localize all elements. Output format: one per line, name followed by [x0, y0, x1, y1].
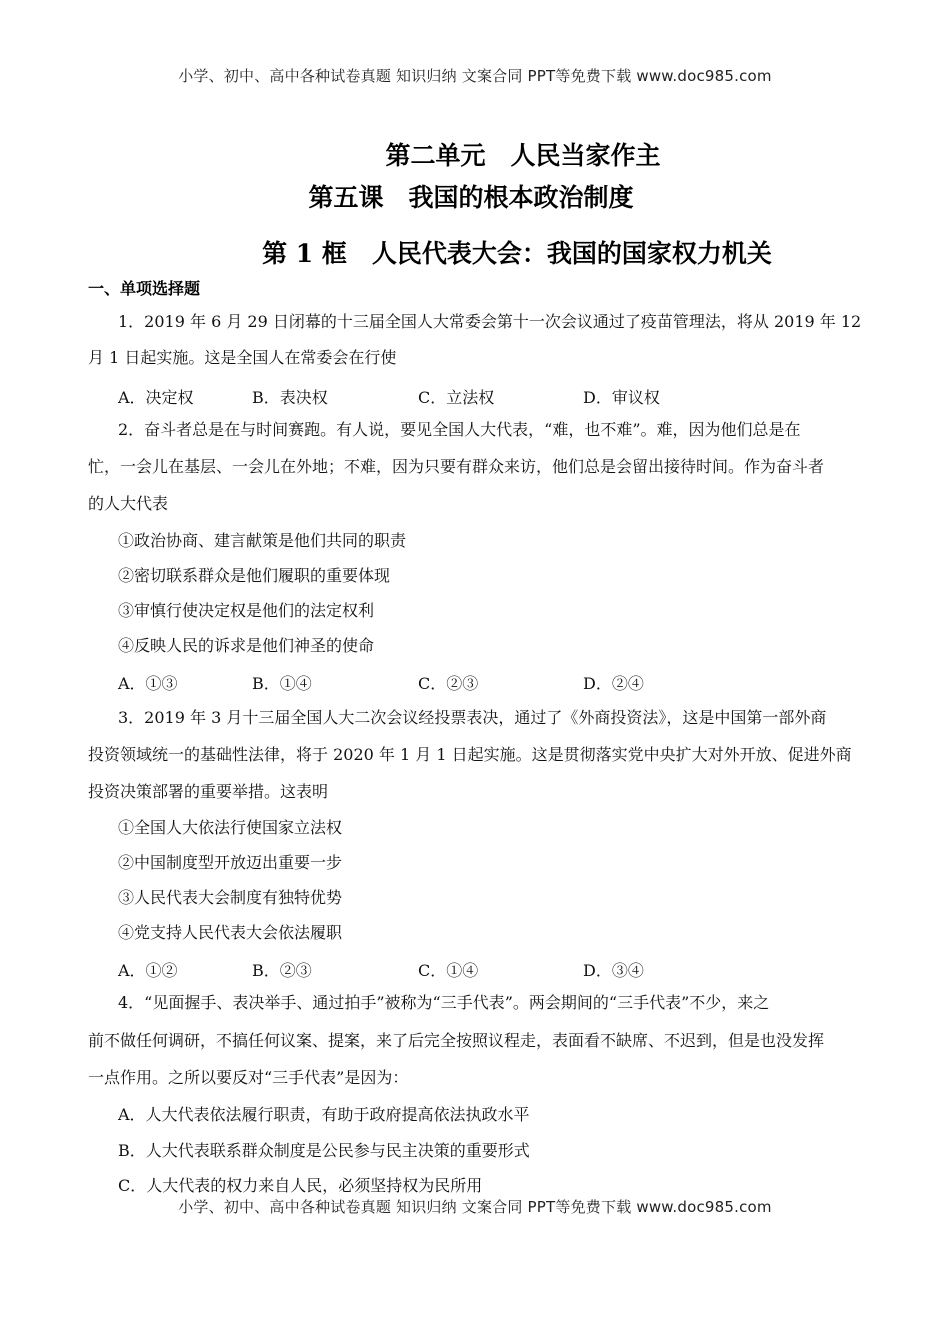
q2-item-1: ①政治协商、建言献策是他们共同的职责	[118, 531, 407, 550]
lesson-title: 第五课 我国的根本政治制度	[308, 183, 634, 212]
q3-option-d: D．③④	[583, 961, 644, 980]
unit-title: 第二单元 人民当家作主	[385, 141, 661, 170]
q3-option-a: A．①②	[118, 961, 178, 980]
q3-stem-line1: 3．2019 年 3 月十三届全国人大二次会议经投票表决，通过了《外商投资法》，这是中国第一部外商	[118, 708, 827, 727]
q4-option-a: A．人大代表依法履行职责，有助于政府提高依法执政水平	[118, 1105, 530, 1124]
q4-option-c: C．人大代表的权力来自人民，必须坚持权为民所用	[118, 1176, 483, 1195]
q2-item-2: ②密切联系群众是他们履职的重要体现	[118, 566, 391, 585]
q1-option-b: B．表决权	[252, 388, 328, 407]
q4-stem-line1: 4．“见面握手、表决举手、通过拍手”被称为“三手代表”。两会期间的“三手代表”不少，来之	[118, 993, 770, 1012]
q1-option-c: C．立法权	[418, 388, 495, 407]
q3-item-4: ④党支持人民代表大会依法履职	[118, 923, 343, 942]
q2-stem-line2: 忙，一会儿在基层、一会儿在外地；不难，因为只要有群众来访，他们总是会留出接待时间。作为奋斗者	[88, 457, 825, 476]
q1-option-d: D．审议权	[583, 388, 660, 407]
q2-stem-line3: 的人大代表	[88, 494, 169, 513]
q1-stem-line2: 月 1 日起实施。这是全国人在常委会在行使	[88, 348, 397, 367]
q3-stem-line3: 投资决策部署的重要举措。这表明	[88, 782, 329, 801]
q2-option-a: A．①③	[118, 674, 178, 693]
page-footer: 小学、初中、高中各种试卷真题 知识归纳 文案合同 PPT等免费下载 www.doc985.com	[178, 1198, 772, 1216]
q2-option-b: B．①④	[252, 674, 312, 693]
q2-item-4: ④反映人民的诉求是他们神圣的使命	[118, 636, 375, 655]
q3-option-b: B．②③	[252, 961, 312, 980]
page-header: 小学、初中、高中各种试卷真题 知识归纳 文案合同 PPT等免费下载 www.doc985.com	[178, 67, 772, 85]
q2-option-d: D．②④	[583, 674, 644, 693]
q2-stem-line1: 2．奋斗者总是在与时间赛跑。有人说，要见全国人大代表，“难，也不难”。难，因为他们总是在	[118, 420, 801, 439]
q3-option-c: C．①④	[418, 961, 479, 980]
frame-title: 第 1 框 人民代表大会：我国的国家权力机关	[262, 239, 772, 268]
q3-stem-line2: 投资领域统一的基础性法律，将于 2020 年 1 月 1 日起实施。这是贯彻落实党中央扩大对外开放、促进外商	[88, 745, 852, 764]
section-title: 一、单项选择题	[88, 279, 201, 298]
q4-stem-line3: 一点作用。之所以要反对“三手代表”是因为：	[88, 1068, 409, 1087]
q2-item-3: ③审慎行使决定权是他们的法定权利	[118, 601, 375, 620]
q3-item-1: ①全国人大依法行使国家立法权	[118, 818, 343, 837]
q1-stem-line1: 1．2019 年 6 月 29 日闭幕的十三届全国人大常委会第十一次会议通过了疫苗管理法，将从 2019 年 12	[118, 312, 862, 331]
q1-option-a: A．决定权	[118, 388, 194, 407]
q2-option-c: C．②③	[418, 674, 479, 693]
q3-item-2: ②中国制度型开放迈出重要一步	[118, 853, 343, 872]
q3-item-3: ③人民代表大会制度有独特优势	[118, 888, 343, 907]
q4-stem-line2: 前不做任何调研，不搞任何议案、提案，来了后完全按照议程走，表面看不缺席、不迟到，但是也没发挥	[88, 1031, 825, 1050]
q4-option-b: B．人大代表联系群众制度是公民参与民主决策的重要形式	[118, 1141, 530, 1160]
